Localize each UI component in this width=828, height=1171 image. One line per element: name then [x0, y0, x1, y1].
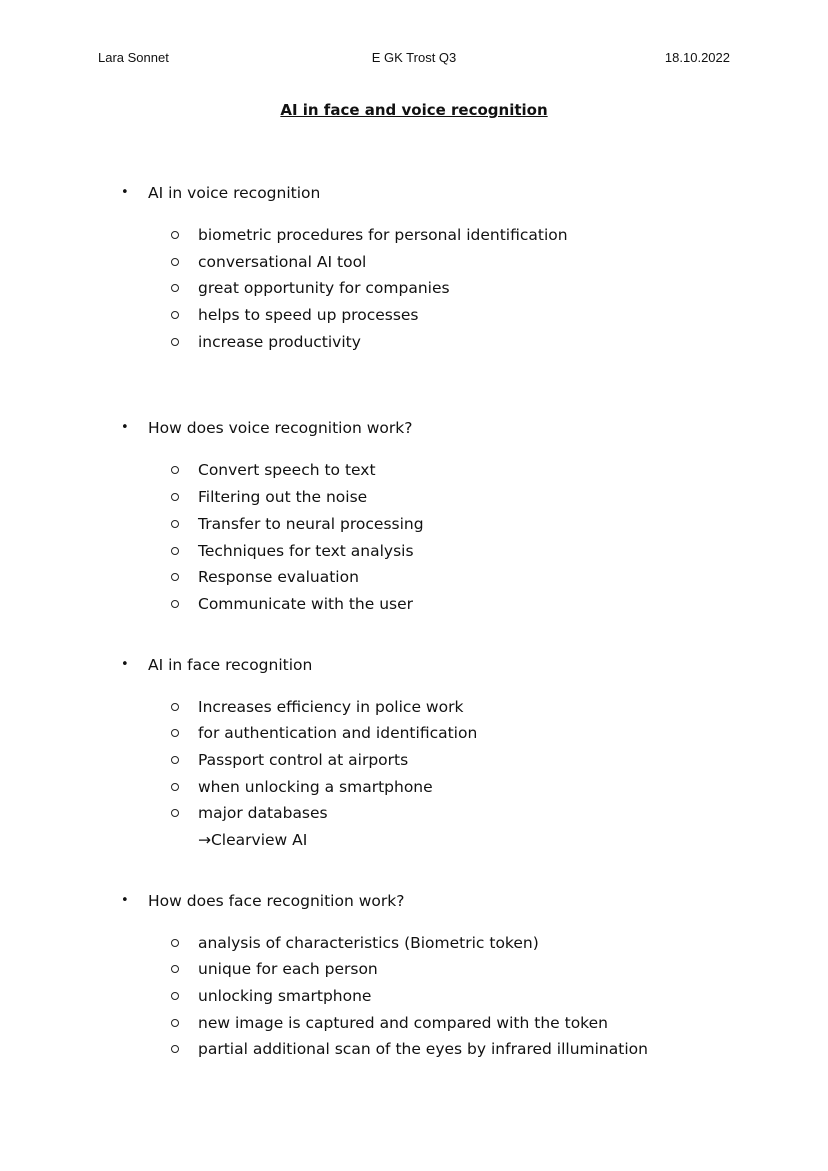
list-item-text: new image is captured and compared with the token	[198, 1013, 608, 1032]
list-item	[0, 275, 828, 302]
list-item-text: Filtering out the noise	[198, 488, 368, 507]
document-title: AI in face and voice recognition	[280, 101, 548, 119]
circle-bullet-icon	[171, 231, 179, 239]
list-item	[0, 956, 828, 983]
section-heading	[0, 654, 828, 676]
sub-list	[0, 222, 828, 355]
bullet-icon: •	[121, 656, 129, 672]
list-item-text: unlocking smartphone	[198, 987, 372, 1006]
circle-bullet-icon	[171, 783, 179, 791]
list-item-text: helps to speed up processes	[198, 306, 419, 325]
circle-bullet-icon	[171, 311, 179, 319]
list-item	[0, 1036, 828, 1063]
list-item	[0, 591, 828, 618]
sub-list	[0, 694, 828, 854]
circle-bullet-icon	[171, 939, 179, 947]
list-item-text: partial additional scan of the eyes by infrared illumination	[198, 1040, 648, 1059]
course-name: E GK Trost Q3	[371, 50, 457, 65]
section-heading	[0, 417, 828, 439]
list-item-text: Increases efficiency in police work	[198, 697, 464, 716]
circle-bullet-icon	[171, 729, 179, 737]
section-heading-text: AI in face recognition	[148, 655, 313, 674]
list-item	[0, 1010, 828, 1037]
section-heading-text: AI in voice recognition	[148, 184, 321, 202]
circle-bullet-icon	[171, 756, 179, 764]
list-item	[0, 564, 828, 591]
list-item-text: when unlocking a smartphone	[198, 777, 433, 796]
circle-bullet-icon	[171, 520, 179, 528]
list-item	[0, 511, 828, 538]
list-item-text: increase productivity	[198, 332, 361, 351]
section-how-voice-recognition-works	[0, 417, 828, 617]
sub-list	[0, 930, 828, 1063]
page-header	[0, 50, 828, 70]
list-item-text: analysis of characteristics (Biometric token)	[198, 933, 539, 952]
list-item-text: Communicate with the user	[198, 594, 414, 613]
list-item	[0, 538, 828, 565]
list-item	[0, 983, 828, 1010]
circle-bullet-icon	[171, 600, 179, 608]
list-item-text: great opportunity for companies	[198, 279, 450, 298]
list-item-text: Convert speech to text	[198, 461, 376, 480]
section-face-recognition	[0, 654, 828, 854]
circle-bullet-icon	[171, 338, 179, 346]
list-item	[0, 249, 828, 276]
circle-bullet-icon	[171, 284, 179, 292]
list-item	[0, 302, 828, 329]
bullet-icon: •	[121, 185, 129, 200]
circle-bullet-icon	[171, 992, 179, 1000]
list-item-text: Techniques for text analysis	[198, 541, 414, 560]
list-item	[0, 930, 828, 957]
section-heading-text: How does voice recognition work?	[148, 419, 413, 438]
list-item	[0, 774, 828, 801]
circle-bullet-icon	[171, 703, 179, 711]
list-item	[0, 484, 828, 511]
section-heading	[0, 182, 828, 204]
circle-bullet-icon	[171, 809, 179, 817]
list-item-text: Response evaluation	[198, 568, 359, 587]
list-item-text: unique for each person	[198, 960, 378, 979]
circle-bullet-icon	[171, 466, 179, 474]
document-date: 18.10.2022	[664, 50, 730, 65]
list-item-text: conversational AI tool	[198, 252, 367, 271]
section-heading-text: How does face recognition work?	[148, 891, 405, 910]
list-item-text: Transfer to neural processing	[198, 514, 424, 533]
circle-bullet-icon	[171, 1019, 179, 1027]
list-item-text: for authentication and identification	[198, 724, 478, 743]
section-heading	[0, 890, 828, 912]
list-item-text: Passport control at airports	[198, 750, 409, 769]
bullet-icon: •	[121, 892, 129, 908]
list-item	[0, 222, 828, 249]
sub-list	[0, 457, 828, 617]
list-item	[0, 694, 828, 721]
circle-bullet-icon	[171, 965, 179, 973]
document-body	[0, 182, 828, 1063]
arrow-note-text: →Clearview AI	[198, 831, 308, 849]
list-item-text: biometric procedures for personal identification	[198, 226, 568, 244]
section-how-face-recognition-works	[0, 890, 828, 1063]
list-item-text: major databases	[198, 804, 328, 823]
arrow-note	[0, 827, 828, 854]
list-item	[0, 747, 828, 774]
circle-bullet-icon	[171, 1045, 179, 1053]
circle-bullet-icon	[171, 493, 179, 501]
list-item	[0, 457, 828, 484]
list-item	[0, 329, 828, 356]
bullet-icon: •	[121, 420, 129, 436]
author-name: Lara Sonnet	[98, 50, 169, 65]
circle-bullet-icon	[171, 258, 179, 266]
circle-bullet-icon	[171, 573, 179, 581]
circle-bullet-icon	[171, 547, 179, 555]
list-item	[0, 800, 828, 827]
list-item	[0, 720, 828, 747]
section-voice-recognition	[0, 182, 828, 355]
